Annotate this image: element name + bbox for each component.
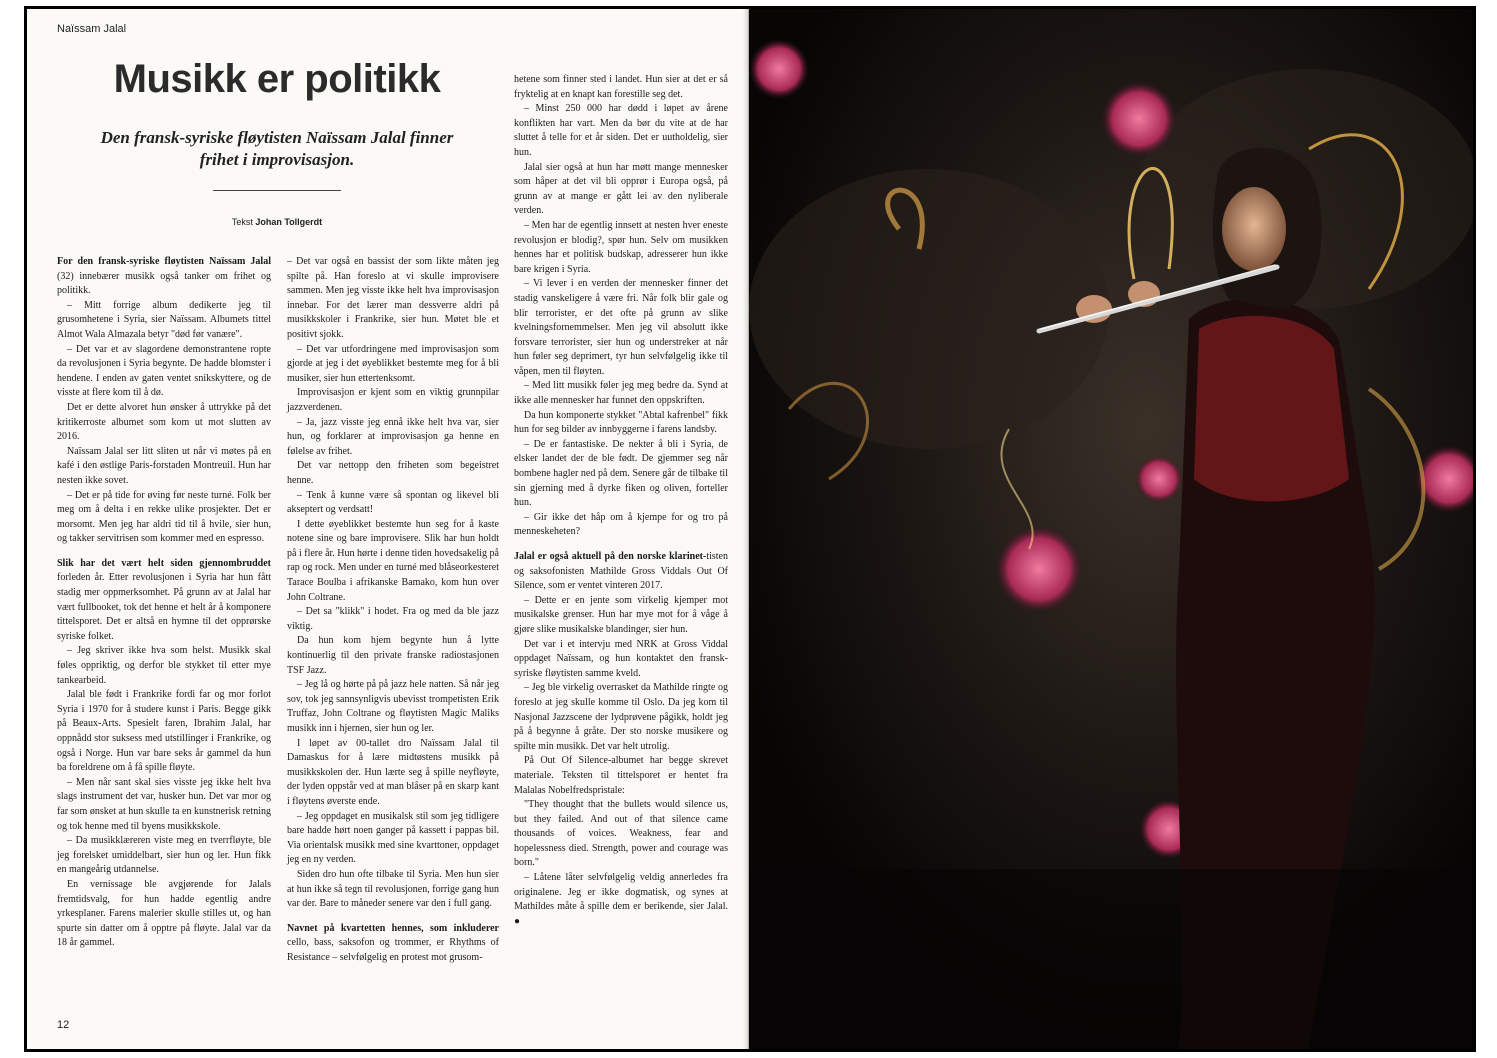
- paragraph: Det var i et intervju med NRK at Gross Viddal oppdaget Naïssam, og hun kontaktet den fransk-syriske fløytisten samme kveld.: [514, 638, 728, 679]
- paragraph: – Jeg lå og hørte på på jazz hele natten. Så når jeg sov, tok jeg sannsynligvis ubevisst trompetisten Erik Truffaz, John Coltrane og fløytisten Magic Maliks musikk inn i hjernen, sier hun og ler.: [287, 679, 499, 734]
- paragraph: – Ja, jazz visste jeg ennå ikke helt hva var, sier hun, og forklarer at improvisasjon ga henne en følelse av frihet.: [287, 416, 499, 457]
- paragraph: En vernissage ble avgjørende for Jalals fremtidsvalg, for hun hadde egentlig andre yrkesplaner. Farens malerier skulle stilles ut, og han spurte sin datter om å opptre på fløyte. Jalal var da 18 år gammel.: [57, 878, 271, 949]
- paragraph: Improvisasjon er kjent som en viktig grunnpilar jazzverdenen.: [287, 387, 499, 413]
- paragraph: Naïssam Jalal ser litt sliten ut når vi møtes på en kafé i den østlige Paris-forstaden Montreuil. Hun har nesten ikke sovet.: [57, 445, 271, 486]
- photo-page: [749, 9, 1473, 1049]
- section-lead-in: Slik har det vært helt siden gjennombruddet: [57, 557, 271, 569]
- dress-red-pattern: [1194, 316, 1349, 502]
- section-lead-in: Jalal er også aktuell på den norske klarinet-: [514, 551, 707, 562]
- magazine-spread: [24, 6, 1476, 1052]
- title-divider: [213, 190, 341, 191]
- paragraph: – Det var også en bassist der som likte måten jeg spilte på. Han foreslo at vi skulle improvisere sammen. Men jeg visste ikke helt hva improvisasjon innebar. For det lærer man dessverre aldri på musikkskoler i Frankrike, sier hun. Møtet ble et positivt sjokk.: [287, 256, 499, 340]
- flower-decoration: [1101, 81, 1177, 157]
- section-lead-in: Navnet på kvartetten hennes, som inkluderer: [287, 922, 499, 934]
- paragraph: – De er fantastiske. De nekter å bli i Syria, de elsker landet der de ble født. De gjemmer seg når bombene hagler ned på dem. Senere går de tilbake til sin gjerning med å dyrke fiken og oliven, forteller hun.: [514, 438, 728, 509]
- paragraph: – Men har de egentlig innsett at nesten hver eneste revolusjon er blodig?, spør hun. Selv om musikken hennes har et politisk budskap, adresserer hun ikke bare krigen i Syria.: [514, 219, 728, 275]
- paragraph: Det var nettopp den friheten som begeistret henne.: [287, 460, 499, 486]
- paragraph: Det er dette alvoret hun ønsker å uttrykke på det kritikerroste albumet som kom ut mot slutten av 2016.: [57, 401, 271, 443]
- paragraph: – Tenk å kunne være så spontan og likevel bli akseptert og verdsatt!: [287, 489, 499, 516]
- paragraph: – Jeg ble virkelig overrasket da Mathilde ringte og foreslo at jeg skulle komme til Oslo. Da jeg kom til Nasjonal Jazzscene der lydprøvene pågikk, holdt jeg på å begynne å gråte. Der sto norske musikere og spilte min musikk. Det var helt utrolig.: [514, 682, 728, 752]
- paragraph: – Da musikklæreren viste meg en tverrfløyte, ble jeg forelsket umiddelbart, sier hun og ler. Hun fikk en mangeårig utdannelse.: [57, 835, 271, 876]
- paragraph: Navnet på kvartetten hennes, som inkluderer cello, bass, saksofon og trommer, er Rhythms of Resistance – selvfølgelig en protest mot grusom-: [287, 922, 499, 963]
- flower-decoration: [995, 525, 1083, 613]
- paragraph: – Jeg oppdaget en musikalsk stil som jeg tidligere bare hadde hørt noen ganger på kassett i pappas bil. Via orientalsk musikk med sine kvarttoner, oppdaget jeg en ny verden.: [287, 810, 499, 866]
- photo-stone-texture: [749, 169, 1109, 449]
- section-lead-in: For den fransk-syriske fløytisten Naïssam Jalal: [57, 256, 271, 267]
- paragraph: I dette øyeblikket bestemte hun seg for å kaste notene sine og bare improvisere. Slik har hun holdt på i flere år. Hun hørte i denne tiden hovedsakelig på rap og rock. Men under en turné med blåseorkesteret Tarace Boulba i afrikanske Bamako, kom hun over John Coltrane.: [287, 518, 499, 603]
- text-column-2: [287, 255, 499, 966]
- page-number: 12: [57, 1019, 70, 1031]
- paragraph: – Det er på tide for øving før neste turné. Folk ber meg om å delta i en rekke ulike prosjekter. Det er morsomt. Men jeg har aldri tid til å hvile, sier hun, og takker servitrisen som kommer med en espresso.: [57, 489, 271, 545]
- byline: [147, 217, 407, 227]
- paragraph: Jalal er også aktuell på den norske klarinet-tisten og saksofonisten Mathilde Gross Viddals Out Of Silence, som er ventet vinteren 2017.: [514, 551, 728, 592]
- paragraph: Slik har det vært helt siden gjennombruddet forleden år. Etter revolusjonen i Syria har hun fått stadig mer oppmerksomhet. På grunn av at Jalal har vært fullbooket, tok det henne et helt år å komponere tittelsporet. Det er altså en hymne til det opprørske syriske folket.: [57, 557, 271, 642]
- paragraph: Da hun kom hjem begynte hun å lytte kontinuerlig til den private franske radiostasjonen TSF Jazz.: [287, 635, 499, 676]
- paragraph: "They thought that the bullets would silence us, but they failed. And out of that silence came thousands of voices. Weakness, fear and hopelessness died. Strength, power and courage was born.": [514, 799, 728, 869]
- paragraph: – Men når sant skal sies visste jeg ikke helt hva slags instrument det var, husker hun. Det var mor og far som ønsket at hun skulle ta en kunstnerisk retning og tok henne med til byens musikkskole.: [57, 776, 271, 832]
- paragraph: – Det var et av slagordene demonstrantene ropte da revolusjonen i Syria begynte. De hadde blomster i hendene. I enden av gaten ventet snikskyttere, og de visste at flere kom til å dø.: [57, 343, 271, 399]
- paragraph: Siden dro hun ofte tilbake til Syria. Men hun sier at hun ikke så tegn til revolusjonen, forrige gang hun var der. Bare to måneder senere var den i full gang.: [287, 868, 499, 910]
- flower-decoration: [749, 39, 809, 99]
- article-lede: Den fransk-syriske fløytisten Naïssam Jalal finner frihet i improvisasjon.: [100, 128, 454, 169]
- paragraph: I løpet av 00-tallet dro Naïssam Jalal til Damaskus for å lære midtøstens musikk på musikkskolen der. Hun lærte seg å spille neyfløyte, der lyden oppstår ved at man blåser på en skarp kant i fløytens øverste ende.: [287, 737, 499, 807]
- paragraph: – Jeg skriver ikke hva som helst. Musikk skal føles oppriktig, og derfor ble stykket til etter mye tankearbeid.: [57, 645, 271, 686]
- paragraph: På Out Of Silence-albumet har begge skrevet materiale. Teksten til tittelsporet er hentet fra Malalas Nobelfredspristale:: [514, 755, 728, 796]
- running-header: Naïssam Jalal: [57, 23, 127, 35]
- paragraph: – Dette er en jente som virkelig kjemper mot musikalske grenser. Hun har mye mot for å våge å gjøre slike musikalske blandinger, sier hun.: [514, 594, 728, 635]
- paragraph: Da hun komponerte stykket "Abtal kafrenbel" fikk hun for seg bilder av innbyggerne i farens landsby.: [514, 409, 728, 436]
- byline-label: Tekst: [231, 217, 253, 227]
- byline-author: Johan Tollgerdt: [255, 217, 323, 227]
- paragraph: – Det var utfordringene med improvisasjon som gjorde at jeg i det øyeblikket bestemte meg for å bli musiker, sier hun ettertenksomt.: [287, 343, 499, 384]
- woman-face: [1222, 187, 1286, 271]
- paragraph: For den fransk-syriske fløytisten Naïssam Jalal (32) innebærer musikk også tanker om frihet og politikk.: [57, 256, 271, 297]
- paragraph: – Det sa "klikk" i hodet. Fra og med da ble jazz viktig.: [287, 606, 499, 632]
- paragraph: hetene som finner sted i landet. Hun sier at det er så fryktelig at en knapt kan forestille seg det.: [514, 74, 728, 100]
- paragraph: – Med litt musikk føler jeg meg bedre da. Synd at ikke alle mennesker har funnet den oppskriften.: [514, 380, 728, 407]
- text-column-3: [514, 73, 728, 929]
- text-column-1: [57, 255, 271, 951]
- paragraph: Jalal ble født i Frankrike fordi far og mor forlot Syria i 1970 for å studere kunst i Paris. Begge gikk på Beaux-Arts. Spesielt faren, Ibrahim Jalal, har oppnådd stor suksess med utstillinger i Frankrike, og også i Norge. Hun var bare seks år gammel da hun ba foreldrene om å få spille fløyte.: [57, 689, 271, 774]
- article-title: Musikk er politikk: [113, 57, 441, 101]
- paragraph: – Gir ikke det håp om å kjempe for og tro på menneskeheten?: [514, 511, 728, 538]
- paragraph: Jalal sier også at hun har møtt mange mennesker som håper at det vil bli opprør i Europa også, på grunn av at mange er gått lei av den nyliberale verden.: [514, 161, 728, 217]
- paragraph: – Minst 250 000 har dødd i løpet av årene konflikten har vart. Men da bør du vite at de har sluttet å telle for et år siden. Det er uutholdelig, sier hun.: [514, 103, 728, 158]
- flutist-photo: [749, 9, 1473, 1049]
- paragraph: – Låtene låter selvfølgelig veldig annerledes fra originalene. Jeg er ikke dogmatisk, og synes at Mathildes måte å spille dem er berikende, sier Jalal. ●: [514, 872, 728, 927]
- flower-decoration: [1135, 455, 1183, 503]
- left-page: [27, 9, 745, 1049]
- paragraph: – Mitt forrige album dedikerte jeg til grusomhetene i Syria, sier Naïssam. Albumets tittel Almot Wala Almazala betyr "død før vanære".: [57, 299, 271, 340]
- paragraph: – Vi lever i en verden der mennesker finner det stadig vanskeligere å være fri. Når folk blir gale og blir terrorister, er det ofte på grunn av slike kvelningsfornemmelser. Men jeg vil absolutt ikke forsvare terrorister, sier hun og understreker at når hun føler seg deprimert, tyr hun selvfølgelig ikke til våpen, men til fløyten.: [514, 278, 728, 377]
- photo-vignette: [749, 869, 1473, 1049]
